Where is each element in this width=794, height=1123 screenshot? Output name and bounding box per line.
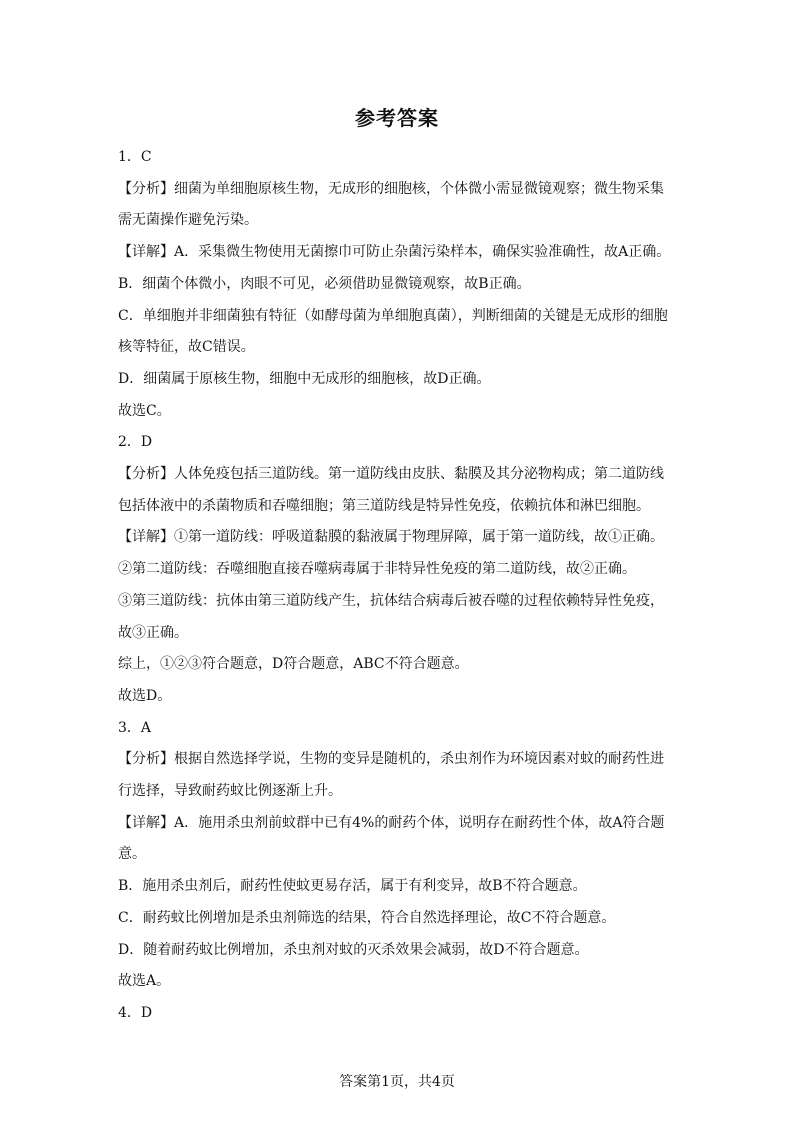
text-line: 故选A。 bbox=[118, 973, 171, 990]
text-line: ③第三道防线：抗体由第三道防线产生，抗体结合病毒后被吞噬的过程依赖特异性免疫， bbox=[118, 592, 664, 609]
text-line: 4．D bbox=[118, 1004, 153, 1021]
text-line: 核等特征，故C错误。 bbox=[118, 339, 255, 356]
text-line: 【详解】①第一道防线：呼吸道黏膜的黏液属于物理屏障，属于第一道防线，故①正确。 bbox=[118, 529, 664, 546]
answer-content bbox=[118, 142, 684, 1030]
text-line: 故③正确。 bbox=[118, 624, 188, 641]
text-line: D．细菌属于原核生物，细胞中无成形的细胞核，故D正确。 bbox=[118, 370, 491, 387]
text-line: B．施用杀虫剂后，耐药性使蚊更易存活，属于有利变异，故B不符合题意。 bbox=[118, 878, 587, 895]
text-line: 综上，①②③符合题意，D符合题意，ABC不符合题意。 bbox=[118, 656, 469, 673]
text-line: D．随着耐药蚊比例增加，杀虫剂对蚊的灭杀效果会减弱，故D不符合题意。 bbox=[118, 941, 589, 958]
text-line: B．细菌个体微小，肉眼不可见，必须借助显微镜观察，故B正确。 bbox=[118, 275, 531, 292]
text-line: 【详解】A．施用杀虫剂前蚊群中已有4%的耐药个体，说明存在耐药性个体，故A符合题 bbox=[118, 814, 665, 831]
text-line: 故选C。 bbox=[118, 402, 171, 419]
text-line: 1．C bbox=[118, 149, 152, 165]
text-line: 需无菌操作避免污染。 bbox=[118, 212, 258, 229]
text-line: 故选D。 bbox=[118, 687, 172, 704]
text-line: 3．A bbox=[118, 719, 152, 736]
page-title: 参考答案 bbox=[355, 106, 439, 130]
page-footer: 答案第1页，共4页 bbox=[339, 1074, 455, 1090]
text-line: 【分析】人体免疫包括三道防线。第一道防线由皮肤、黏膜及其分泌物构成；第二道防线 bbox=[118, 466, 664, 483]
text-line: 【分析】根据自然选择学说，生物的变异是随机的，杀虫剂作为环境因素对蚊的耐药性进 bbox=[118, 751, 664, 768]
text-line: 【详解】A．采集微生物使用无菌擦巾可防止杂菌污染样本，确保实验准确性，故A正确。 bbox=[118, 244, 671, 261]
text-line: 2．D bbox=[118, 434, 153, 451]
text-line: 包括体液中的杀菌物质和吞噬细胞；第三道防线是特异性免疫，依赖抗体和淋巴细胞。 bbox=[118, 497, 650, 514]
text-line: ②第二道防线：吞噬细胞直接吞噬病毒属于非特异性免疫的第二道防线，故②正确。 bbox=[118, 561, 636, 578]
text-line: 行选择，导致耐药蚊比例逐渐上升。 bbox=[118, 783, 342, 800]
text-line: C．耐药蚊比例增加是杀虫剂筛选的结果，符合自然选择理论，故C不符合题意。 bbox=[118, 909, 616, 926]
text-line: C．单细胞并非细菌独有特征（如酵母菌为单细胞真菌），判断细菌的关键是无成形的细胞 bbox=[118, 307, 668, 324]
text-line: 意。 bbox=[118, 846, 146, 863]
text-line: 【分析】细菌为单细胞原核生物，无成形的细胞核，个体微小需显微镜观察；微生物采集 bbox=[118, 180, 664, 197]
